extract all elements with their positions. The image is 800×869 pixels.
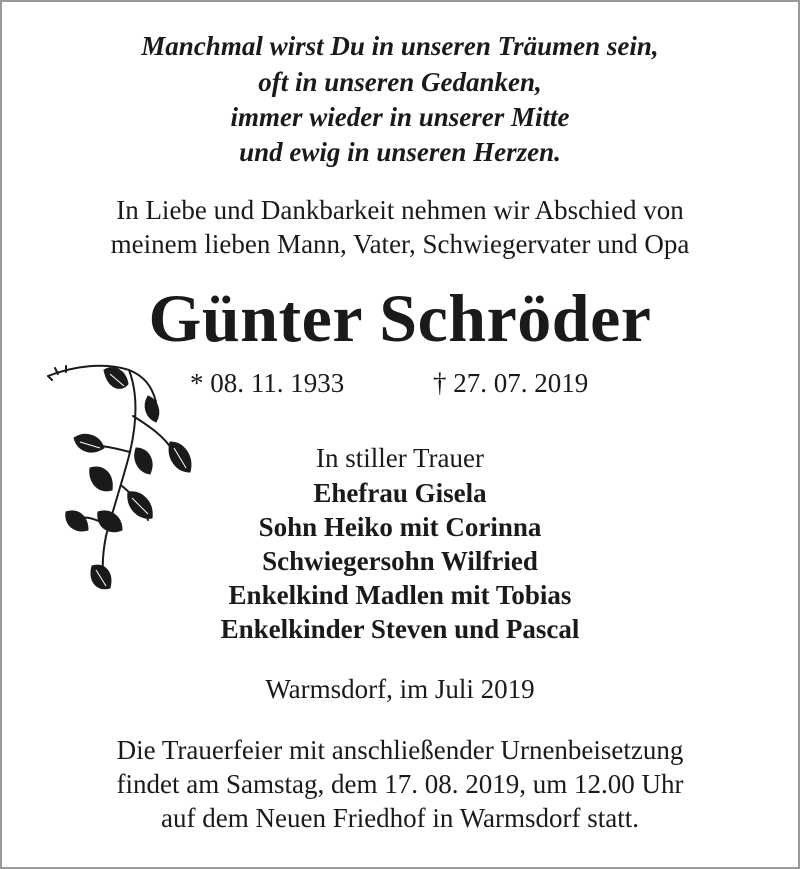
mourner-5: Enkelkinder Steven und Pascal: [220, 614, 580, 644]
poem-line-1: Manchmal wirst Du in unseren Träumen sein,: [141, 31, 659, 61]
mourners-heading: In stiller Trauer: [316, 443, 484, 473]
funeral-line-1: Die Trauerfeier mit anschließender Urnenbeisetzung: [116, 735, 684, 765]
mourner-4: Enkelkind Madlen mit Tobias: [228, 580, 572, 610]
place-date: Warmsdorf, im Juli 2019: [265, 674, 535, 704]
funeral-line-2: findet am Samstag, dem 17. 08. 2019, um 12.00 Uhr: [116, 769, 684, 799]
mourner-3: Schwiegersohn Wilfried: [262, 546, 538, 576]
death-date: † 27. 07. 2019: [433, 368, 589, 398]
mourner-2: Sohn Heiko mit Corinna: [258, 512, 542, 542]
funeral-line-3: auf dem Neuen Friedhof in Warmsdorf statt.: [161, 803, 639, 833]
poem-line-4: und ewig in unseren Herzen.: [239, 137, 561, 167]
poem-line-3: immer wieder in unserer Mitte: [230, 102, 570, 132]
poem-line-2: oft in unseren Gedanken,: [258, 67, 542, 97]
mourner-1: Ehefrau Gisela: [313, 478, 487, 508]
intro-line-1: In Liebe und Dankbarkeit nehmen wir Abschied von: [116, 195, 684, 225]
deceased-name: Günter Schröder: [148, 280, 652, 356]
birth-date: * 08. 11. 1933: [190, 368, 345, 398]
intro-line-2: meinem lieben Mann, Vater, Schwiegervater und Opa: [110, 229, 690, 259]
